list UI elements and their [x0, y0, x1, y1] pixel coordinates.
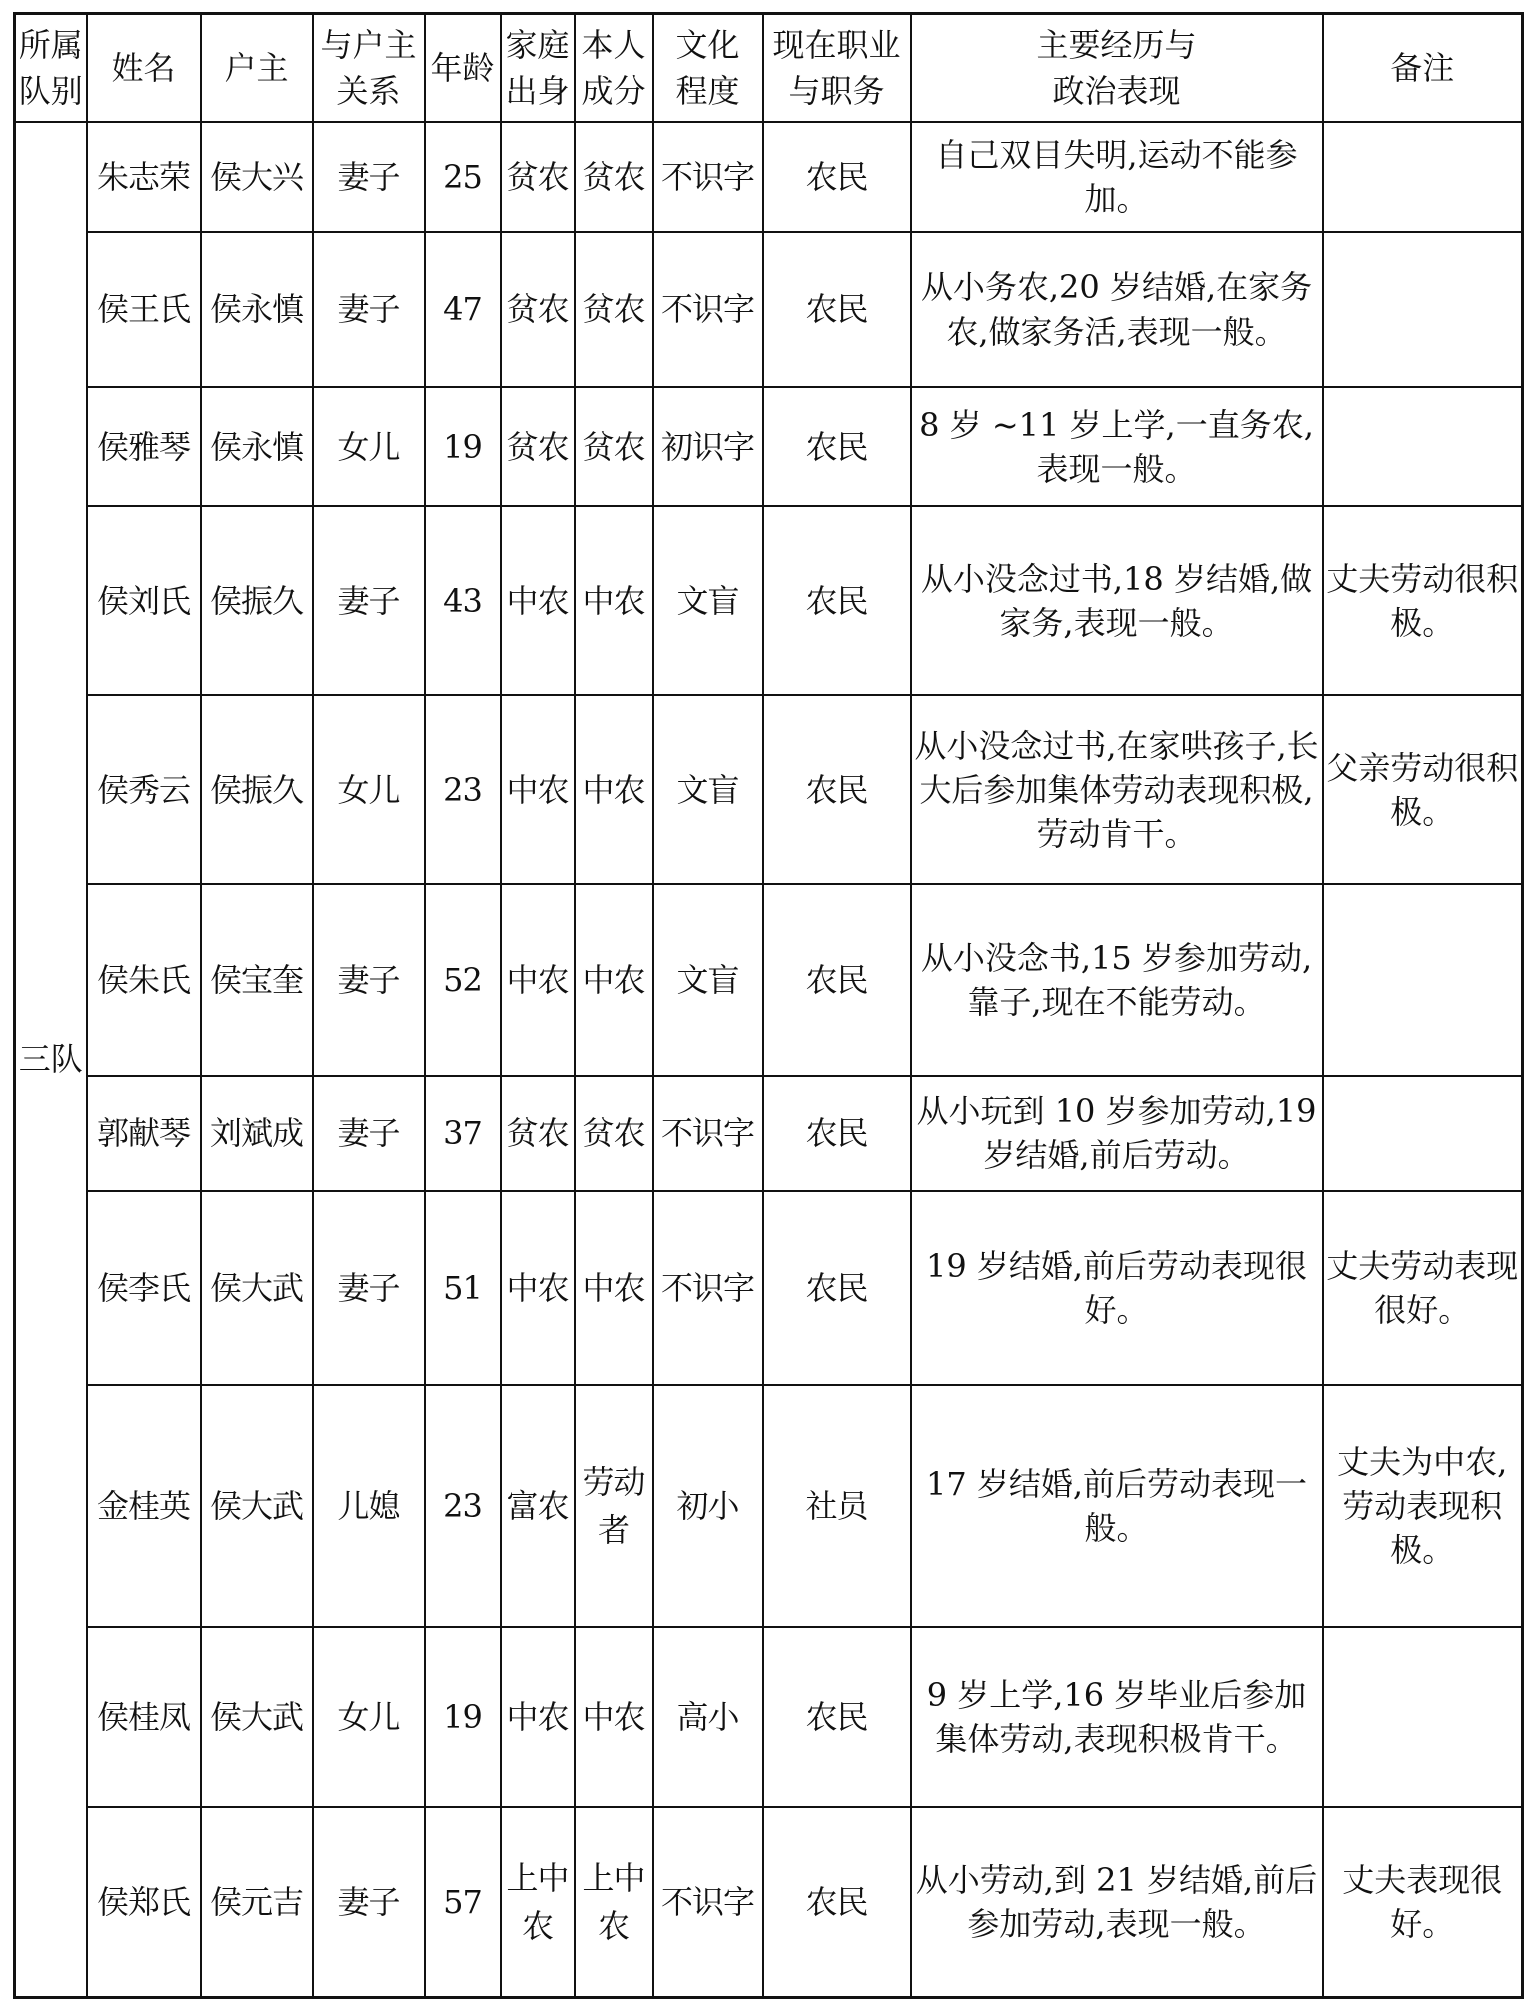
cell-household-head: 侯永慎: [201, 387, 313, 506]
cell-age: 47: [425, 232, 501, 387]
cell-history: 9 岁上学,16 岁毕业后参加集体劳动,表现积极肯干。: [911, 1627, 1323, 1807]
cell-history: 从小玩到 10 岁参加劳动,19 岁结婚,前后劳动。: [911, 1076, 1323, 1191]
table-row: [15, 232, 1523, 387]
cell-personal-status: 劳动者: [575, 1385, 653, 1628]
cell-remarks: 丈夫表现很好。: [1323, 1807, 1523, 1997]
cell-family-origin: 上中农: [501, 1807, 575, 1997]
cell-history: 从小劳动,到 21 岁结婚,前后参加劳动,表现一般。: [911, 1807, 1323, 1997]
cell-remarks: [1323, 884, 1523, 1075]
cell-occupation: 农民: [763, 232, 911, 387]
cell-personal-status: 贫农: [575, 1076, 653, 1191]
header-remarks: 备注: [1323, 14, 1523, 123]
cell-history: 从小没念书,15 岁参加劳动,靠子,现在不能劳动。: [911, 884, 1323, 1075]
cell-personal-status: 中农: [575, 1191, 653, 1385]
cell-age: 37: [425, 1076, 501, 1191]
cell-relation: 女儿: [313, 387, 425, 506]
cell-age: 19: [425, 387, 501, 506]
table-row: [15, 387, 1523, 506]
cell-remarks: [1323, 387, 1523, 506]
cell-education: 文盲: [653, 506, 763, 695]
cell-family-origin: 中农: [501, 1627, 575, 1807]
cell-family-origin: 富农: [501, 1385, 575, 1628]
cell-occupation: 农民: [763, 122, 911, 232]
cell-name: 侯郑氏: [87, 1807, 201, 1997]
cell-occupation: 农民: [763, 884, 911, 1075]
cell-age: 23: [425, 1385, 501, 1628]
cell-relation: 女儿: [313, 1627, 425, 1807]
cell-family-origin: 中农: [501, 695, 575, 884]
cell-household-head: 侯宝奎: [201, 884, 313, 1075]
header-age: 年龄: [425, 14, 501, 123]
cell-history: 从小没念过书,18 岁结婚,做家务,表现一般。: [911, 506, 1323, 695]
cell-occupation: 农民: [763, 387, 911, 506]
table-row: [15, 884, 1523, 1075]
cell-household-head: 侯振久: [201, 695, 313, 884]
header-relation: 与户主 关系: [313, 14, 425, 123]
cell-age: 25: [425, 122, 501, 232]
header-household-head: 户主: [201, 14, 313, 123]
cell-family-origin: 贫农: [501, 387, 575, 506]
cell-name: 郭献琴: [87, 1076, 201, 1191]
cell-relation: 妻子: [313, 1807, 425, 1997]
cell-occupation: 农民: [763, 506, 911, 695]
cell-name: 侯李氏: [87, 1191, 201, 1385]
cell-personal-status: 贫农: [575, 387, 653, 506]
cell-team: 三队: [15, 122, 87, 1998]
cell-household-head: 侯大兴: [201, 122, 313, 232]
cell-age: 57: [425, 1807, 501, 1997]
header-occupation: 现在职业 与职务: [763, 14, 911, 123]
cell-name: 侯王氏: [87, 232, 201, 387]
cell-education: 文盲: [653, 695, 763, 884]
cell-education: 不识字: [653, 122, 763, 232]
cell-name: 朱志荣: [87, 122, 201, 232]
cell-family-origin: 贫农: [501, 122, 575, 232]
cell-relation: 儿媳: [313, 1385, 425, 1628]
header-history: 主要经历与 政治表现: [911, 14, 1323, 123]
cell-occupation: 农民: [763, 1191, 911, 1385]
cell-history: 从小没念过书,在家哄孩子,长大后参加集体劳动表现积极,劳动肯干。: [911, 695, 1323, 884]
cell-education: 不识字: [653, 232, 763, 387]
table-body: [15, 122, 1523, 1998]
cell-name: 侯朱氏: [87, 884, 201, 1075]
cell-name: 侯桂凤: [87, 1627, 201, 1807]
table-row: [15, 1191, 1523, 1385]
cell-household-head: 侯大武: [201, 1191, 313, 1385]
cell-name: 侯秀云: [87, 695, 201, 884]
table-row: [15, 1807, 1523, 1997]
cell-remarks: 父亲劳动很积极。: [1323, 695, 1523, 884]
cell-education: 不识字: [653, 1807, 763, 1997]
table-row: [15, 506, 1523, 695]
cell-age: 51: [425, 1191, 501, 1385]
header-family-origin: 家庭 出身: [501, 14, 575, 123]
cell-personal-status: 中农: [575, 1627, 653, 1807]
cell-remarks: [1323, 122, 1523, 232]
cell-household-head: 侯永慎: [201, 232, 313, 387]
cell-remarks: [1323, 1076, 1523, 1191]
table-row: [15, 1385, 1523, 1628]
cell-name: 侯雅琴: [87, 387, 201, 506]
cell-education: 初小: [653, 1385, 763, 1628]
cell-household-head: 刘斌成: [201, 1076, 313, 1191]
cell-age: 23: [425, 695, 501, 884]
cell-education: 高小: [653, 1627, 763, 1807]
cell-history: 17 岁结婚,前后劳动表现一般。: [911, 1385, 1323, 1628]
household-register-table: [13, 12, 1524, 1999]
cell-relation: 妻子: [313, 884, 425, 1075]
table-header: [15, 14, 1523, 123]
cell-household-head: 侯大武: [201, 1385, 313, 1628]
cell-relation: 妻子: [313, 506, 425, 695]
header-education: 文化 程度: [653, 14, 763, 123]
cell-history: 8 岁 ~11 岁上学,一直务农,表现一般。: [911, 387, 1323, 506]
cell-personal-status: 中农: [575, 884, 653, 1075]
cell-name: 侯刘氏: [87, 506, 201, 695]
table-row: [15, 122, 1523, 232]
cell-education: 不识字: [653, 1191, 763, 1385]
cell-education: 不识字: [653, 1076, 763, 1191]
cell-remarks: 丈夫劳动很积极。: [1323, 506, 1523, 695]
cell-occupation: 社员: [763, 1385, 911, 1628]
cell-occupation: 农民: [763, 695, 911, 884]
cell-remarks: [1323, 232, 1523, 387]
cell-occupation: 农民: [763, 1627, 911, 1807]
cell-education: 初识字: [653, 387, 763, 506]
cell-personal-status: 贫农: [575, 122, 653, 232]
cell-personal-status: 中农: [575, 695, 653, 884]
cell-family-origin: 贫农: [501, 1076, 575, 1191]
cell-relation: 妻子: [313, 122, 425, 232]
cell-history: 从小务农,20 岁结婚,在家务农,做家务活,表现一般。: [911, 232, 1323, 387]
cell-occupation: 农民: [763, 1807, 911, 1997]
cell-age: 43: [425, 506, 501, 695]
cell-family-origin: 中农: [501, 1191, 575, 1385]
cell-education: 文盲: [653, 884, 763, 1075]
table-row: [15, 1076, 1523, 1191]
cell-relation: 妻子: [313, 232, 425, 387]
cell-household-head: 侯元吉: [201, 1807, 313, 1997]
cell-name: 金桂英: [87, 1385, 201, 1628]
header-team: 所属 队别: [15, 14, 87, 123]
cell-remarks: 丈夫为中农,劳动表现积极。: [1323, 1385, 1523, 1628]
cell-relation: 女儿: [313, 695, 425, 884]
cell-age: 19: [425, 1627, 501, 1807]
cell-family-origin: 贫农: [501, 232, 575, 387]
cell-relation: 妻子: [313, 1076, 425, 1191]
header-personal-status: 本人 成分: [575, 14, 653, 123]
cell-remarks: 丈夫劳动表现很好。: [1323, 1191, 1523, 1385]
cell-history: 自己双目失明,运动不能参加。: [911, 122, 1323, 232]
cell-family-origin: 中农: [501, 506, 575, 695]
table-row: [15, 1627, 1523, 1807]
cell-age: 52: [425, 884, 501, 1075]
cell-household-head: 侯大武: [201, 1627, 313, 1807]
cell-household-head: 侯振久: [201, 506, 313, 695]
table-row: [15, 695, 1523, 884]
cell-personal-status: 上中农: [575, 1807, 653, 1997]
cell-occupation: 农民: [763, 1076, 911, 1191]
cell-history: 19 岁结婚,前后劳动表现很好。: [911, 1191, 1323, 1385]
cell-remarks: [1323, 1627, 1523, 1807]
cell-personal-status: 中农: [575, 506, 653, 695]
cell-personal-status: 贫农: [575, 232, 653, 387]
cell-relation: 妻子: [313, 1191, 425, 1385]
header-name: 姓名: [87, 14, 201, 123]
cell-family-origin: 中农: [501, 884, 575, 1075]
